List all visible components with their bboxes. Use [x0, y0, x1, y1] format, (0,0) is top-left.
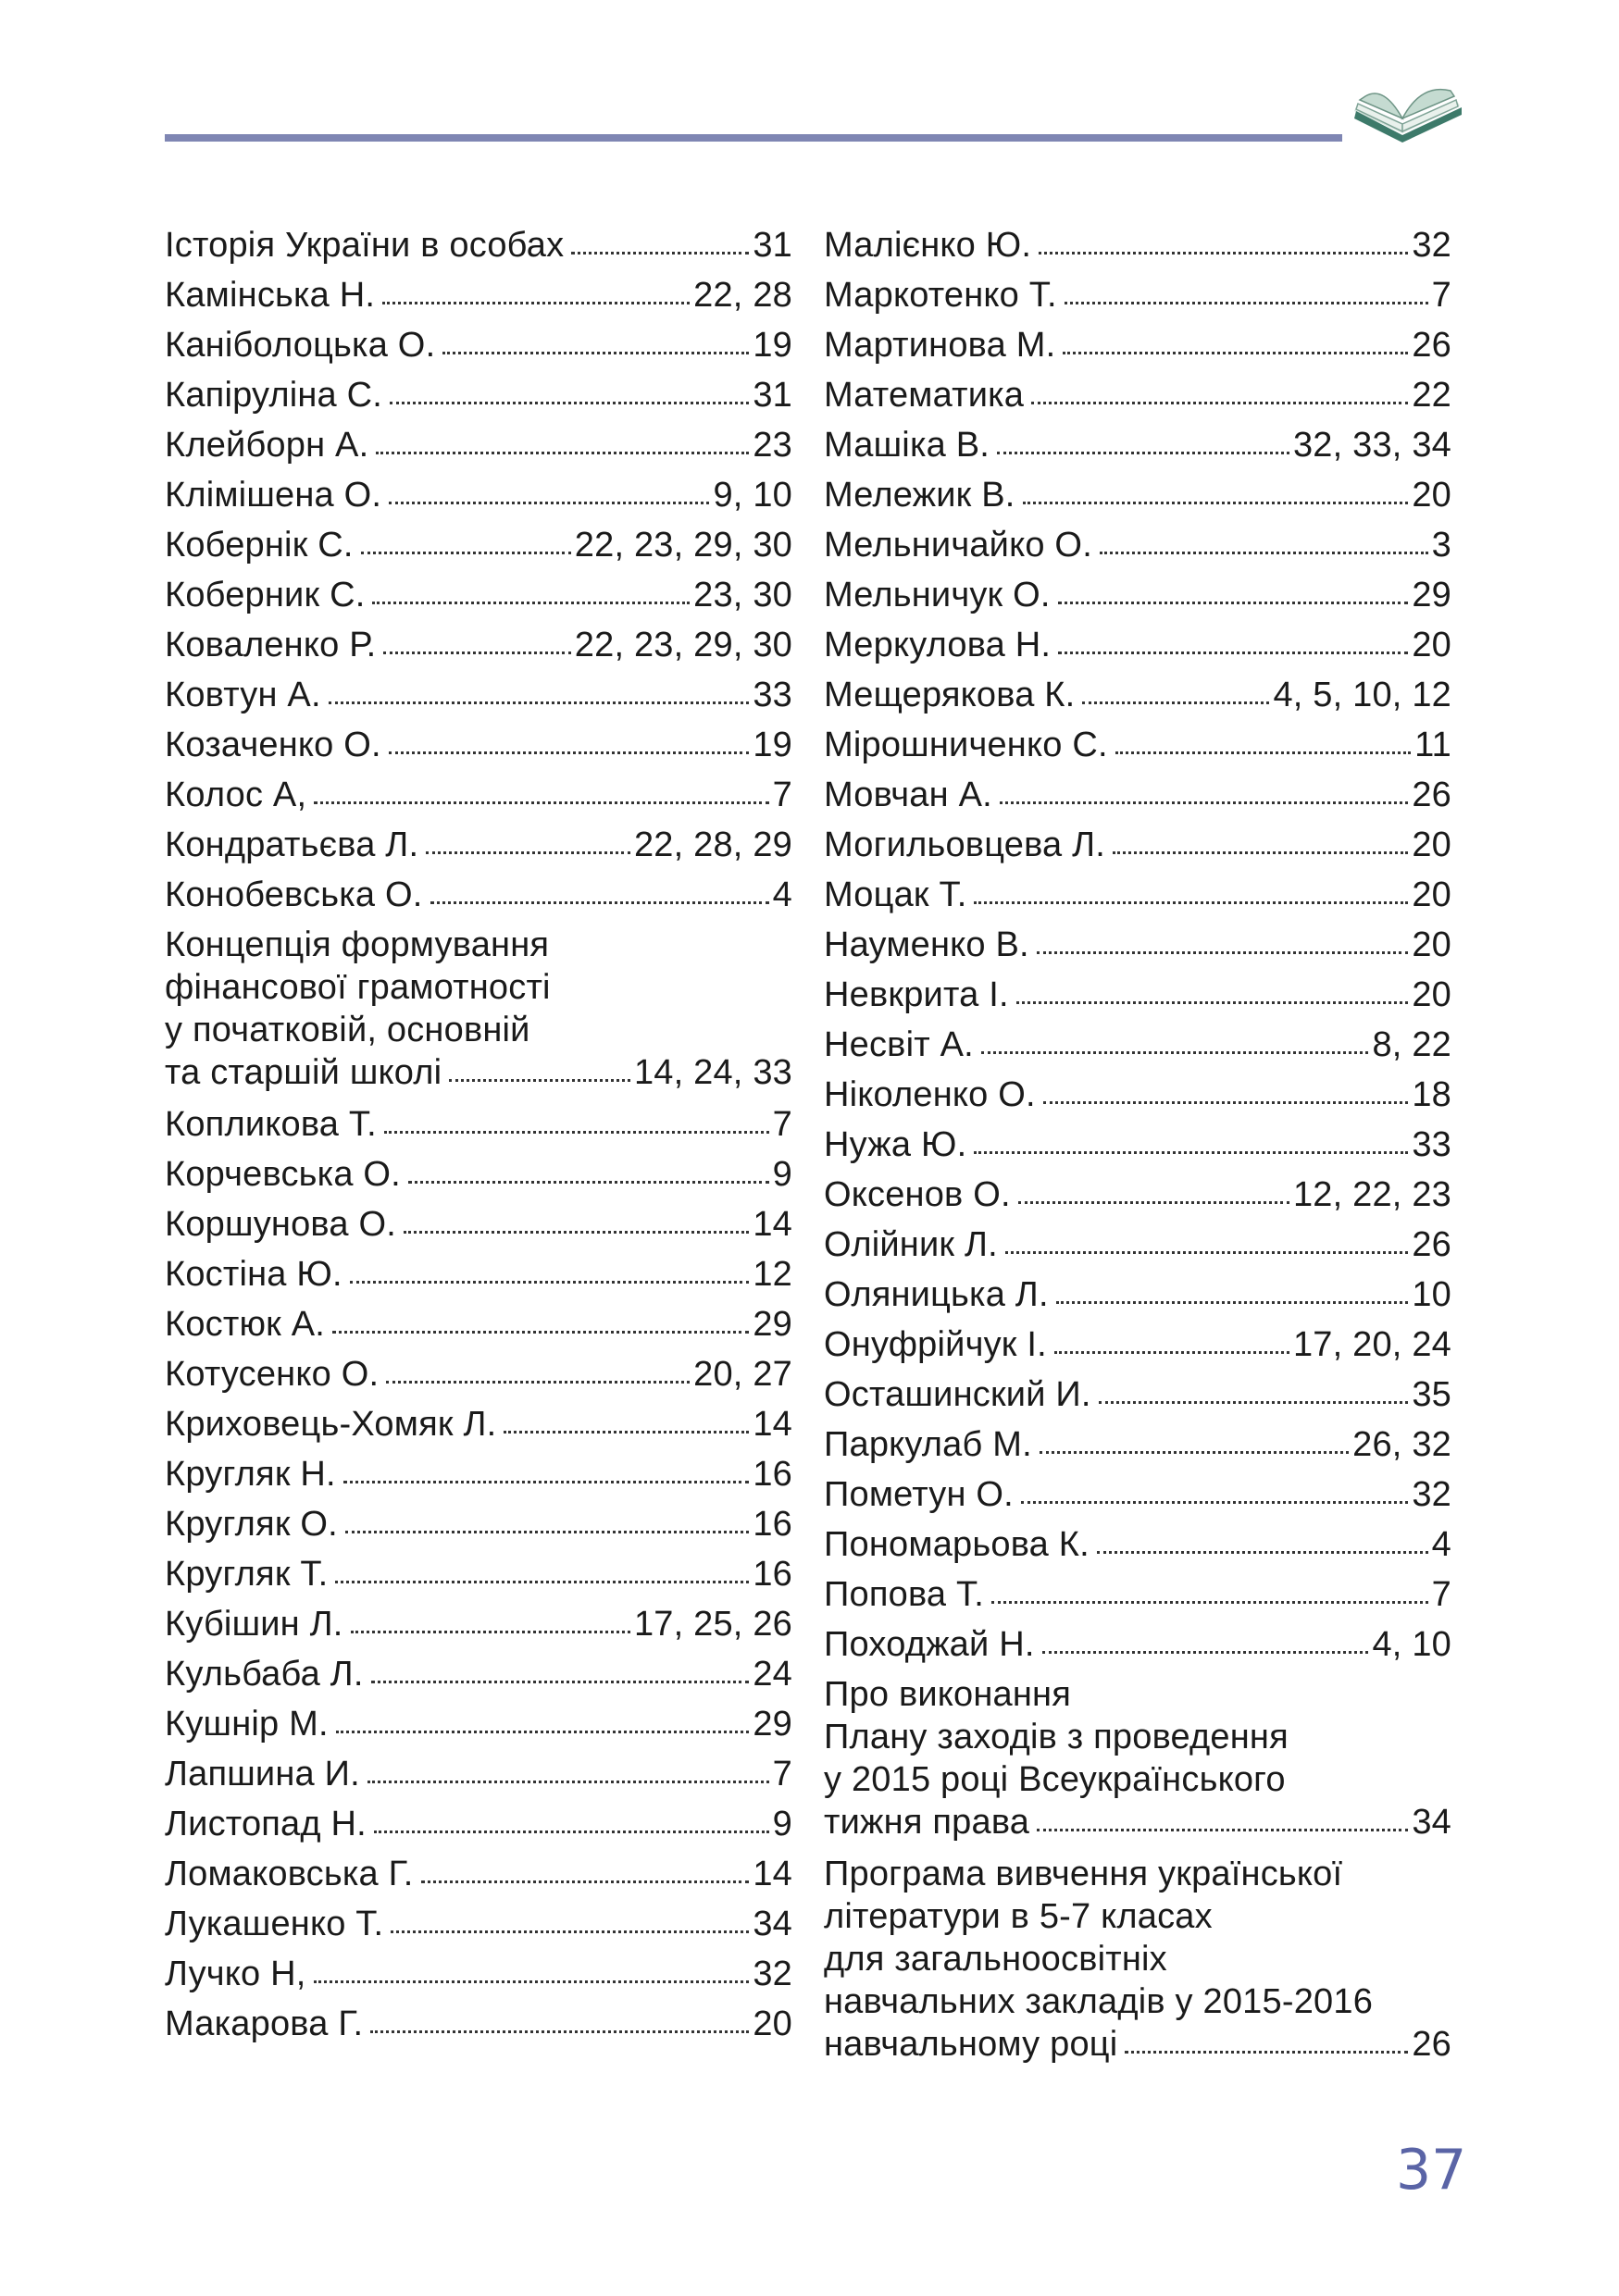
index-entry: [165, 1249, 792, 1299]
entry-title-line: Про виконання: [824, 1675, 1072, 1714]
dot-leader: [1100, 552, 1428, 554]
entry-pages: 29: [753, 1305, 792, 1344]
index-entry: [824, 670, 1451, 720]
page-number: 37: [1396, 2138, 1467, 2203]
index-entry: [824, 620, 1451, 670]
dot-leader: [390, 402, 749, 404]
index-entry: [165, 770, 792, 820]
dot-leader: [442, 352, 749, 354]
dot-leader: [981, 1051, 1369, 1054]
entry-name: Мартинова М.: [824, 326, 1056, 365]
entry-name: Мещерякова К.: [824, 676, 1076, 714]
index-entry: [165, 1649, 792, 1699]
entry-pages: 12, 22, 23: [1292, 1175, 1451, 1214]
entry-pages: 14: [753, 1405, 792, 1444]
entry-pages: 22, 28: [693, 276, 792, 315]
index-entry: [824, 1420, 1451, 1470]
index-entry: [165, 920, 792, 1099]
index-entry: [165, 1799, 792, 1849]
entry-pages: 7: [1431, 276, 1451, 315]
dot-leader: [571, 252, 749, 254]
index-entry: [824, 1320, 1451, 1370]
dot-leader: [1099, 1401, 1409, 1404]
entry-pages: 23: [753, 426, 792, 465]
entry-pages: 20: [1412, 825, 1451, 864]
entry-pages: 22: [1412, 376, 1451, 415]
entry-name: Пономарьова К.: [824, 1525, 1090, 1564]
entry-pages: 31: [753, 376, 792, 415]
dot-leader: [1037, 951, 1409, 954]
entry-name: Коваленко Р.: [165, 626, 377, 664]
index-entry: [824, 1669, 1451, 1849]
entry-pages: 34: [753, 1905, 792, 1943]
entry-pages: 20: [753, 2004, 792, 2043]
dot-leader: [408, 1181, 769, 1184]
dot-leader: [376, 452, 749, 454]
dot-leader: [1023, 502, 1409, 504]
dot-leader: [314, 1980, 750, 1983]
dot-leader: [374, 1831, 769, 1833]
entry-title-line: для загальноосвітніх: [824, 1940, 1167, 1979]
index-entry: [824, 1849, 1451, 2071]
entry-name: Паркулаб М.: [824, 1425, 1032, 1464]
entry-pages: 32: [753, 1955, 792, 1993]
dot-leader: [1056, 1301, 1409, 1304]
entry-name: Козаченко О.: [165, 726, 381, 764]
index-entry: [824, 320, 1451, 370]
entry-pages: 17, 20, 24: [1292, 1325, 1451, 1364]
entry-title-line: Програма вивчення української: [824, 1855, 1343, 1893]
dot-leader: [426, 851, 630, 854]
entry-name: Корчевська О.: [165, 1155, 401, 1194]
entry-pages: 3: [1431, 526, 1451, 565]
entry-pages: 19: [753, 726, 792, 764]
entry-name: Могильовцева Л.: [824, 825, 1106, 864]
entry-name: Мірошниченко С.: [824, 726, 1108, 764]
entry-name: Мовчан А.: [824, 776, 992, 814]
index-entry: [165, 620, 792, 670]
dot-leader: [345, 1531, 749, 1533]
index-entry: [165, 1699, 792, 1749]
index-entry: [165, 1149, 792, 1199]
entry-name: Меркулова Н.: [824, 626, 1052, 664]
entry-name: Математика: [824, 376, 1025, 415]
entry-name: Попова Т.: [824, 1575, 984, 1614]
dot-leader: [1016, 1001, 1409, 1004]
entry-name: Котусенко О.: [165, 1355, 380, 1394]
index-entry: [165, 1999, 792, 2049]
dot-leader: [974, 1151, 1408, 1154]
dot-leader: [1125, 2051, 1408, 2054]
header-rule: [165, 134, 1342, 142]
dot-leader: [1037, 1829, 1408, 1831]
entry-name: Історія України в особах: [165, 226, 565, 265]
entry-name: Кругляк Т.: [165, 1555, 329, 1594]
index-entry: [824, 1220, 1451, 1270]
dot-leader: [449, 1079, 630, 1082]
entry-name: Кушнір М.: [165, 1705, 329, 1744]
index-entry: [165, 1349, 792, 1399]
index-entry: [824, 770, 1451, 820]
entry-pages: 22, 23, 29, 30: [574, 626, 792, 664]
index-entry: [165, 320, 792, 370]
entry-pages: 26: [1412, 2025, 1451, 2064]
index-entry: [165, 370, 792, 420]
entry-name: Невкрита І.: [824, 975, 1009, 1014]
entry-name: Ніколенко О.: [824, 1075, 1036, 1114]
entry-pages: 17, 25, 26: [633, 1605, 792, 1644]
entry-name: Осташинский И.: [824, 1375, 1091, 1414]
entry-name: Кругляк Н.: [165, 1455, 336, 1494]
entry-pages: 32, 33, 34: [1292, 426, 1451, 465]
entry-name: Костюк А.: [165, 1305, 326, 1344]
index-entry: [165, 420, 792, 470]
entry-name: Капіруліна С.: [165, 376, 383, 415]
index-entry: [824, 570, 1451, 620]
entry-pages: 4: [772, 875, 792, 914]
dot-leader: [1113, 851, 1408, 854]
entry-pages: 29: [753, 1705, 792, 1744]
dot-leader: [430, 901, 769, 904]
dot-leader: [1005, 1251, 1408, 1254]
dot-leader: [383, 652, 570, 654]
index-entry: [824, 1020, 1451, 1070]
entry-name: Мележик В.: [824, 476, 1015, 515]
entry-pages: 23, 30: [693, 576, 792, 614]
index-entry: [824, 1370, 1451, 1420]
entry-name: Онуфрійчук І.: [824, 1325, 1047, 1364]
index-entry: [165, 1549, 792, 1599]
entry-name: Оляницька Л.: [824, 1275, 1049, 1314]
dot-leader: [1039, 252, 1408, 254]
index-entry: [824, 520, 1451, 570]
entry-name: та старшій школі: [165, 1053, 442, 1092]
index-entry: [165, 1399, 792, 1449]
entry-pages: 32: [1412, 226, 1451, 265]
dot-leader: [404, 1231, 749, 1234]
dot-leader: [371, 1681, 750, 1683]
dot-leader: [382, 302, 690, 304]
entry-name: Ломаковська Г.: [165, 1855, 414, 1893]
entry-title-line: у 2015 році Всеукраїнського: [824, 1760, 1286, 1799]
entry-name: Коршунова О.: [165, 1205, 396, 1244]
entry-pages: 4, 10: [1372, 1625, 1451, 1664]
dot-leader: [370, 2030, 749, 2033]
entry-pages: 14, 24, 33: [633, 1053, 792, 1092]
index-entry: [165, 1499, 792, 1549]
dot-leader: [504, 1431, 749, 1433]
entry-name: Маркотенко Т.: [824, 276, 1057, 315]
entry-name: Оксенов О.: [824, 1175, 1011, 1214]
index-entry: [824, 1270, 1451, 1320]
entry-name: Камінська Н.: [165, 276, 376, 315]
entry-pages: 11: [1414, 726, 1451, 764]
dot-leader: [1063, 352, 1408, 354]
entry-pages: 31: [753, 226, 792, 265]
entry-name: Листопад Н.: [165, 1805, 367, 1843]
entry-name: Копликова Т.: [165, 1105, 377, 1144]
index-column-left: [165, 220, 792, 2049]
index-entry: [824, 370, 1451, 420]
dot-leader: [389, 751, 750, 754]
entry-pages: 35: [1412, 1375, 1451, 1414]
entry-pages: 20, 27: [693, 1355, 792, 1394]
index-entry: [824, 270, 1451, 320]
index-entry: [824, 820, 1451, 870]
entry-name: Науменко В.: [824, 925, 1029, 964]
entry-name: Колос А,: [165, 776, 307, 814]
dot-leader: [351, 1631, 630, 1633]
index-entry: [824, 1120, 1451, 1170]
entry-name: Коберник С.: [165, 576, 366, 614]
dot-leader: [1018, 1201, 1289, 1204]
dot-leader: [335, 1581, 749, 1583]
dot-leader: [974, 901, 1408, 904]
entry-name: Конобевська О.: [165, 875, 423, 914]
entry-pages: 16: [753, 1455, 792, 1494]
index-entry: [165, 720, 792, 770]
entry-name: навчальному році: [824, 2025, 1118, 2064]
dot-leader: [1042, 1651, 1369, 1654]
open-book-icon: [1347, 76, 1467, 168]
index-entry: [165, 1299, 792, 1349]
entry-name: Мельничук О.: [824, 576, 1051, 614]
index-entry: [165, 670, 792, 720]
index-entry: [165, 270, 792, 320]
index-column-right: [824, 220, 1451, 2071]
dot-leader: [389, 502, 709, 504]
entry-name: Лучко Н,: [165, 1955, 306, 1993]
index-entry: [165, 1199, 792, 1249]
entry-pages: 16: [753, 1555, 792, 1594]
entry-pages: 14: [753, 1205, 792, 1244]
entry-name: Несвіт А.: [824, 1025, 974, 1064]
index-entry: [165, 820, 792, 870]
entry-name: Походжай Н.: [824, 1625, 1035, 1664]
entry-pages: 4, 5, 10, 12: [1273, 676, 1451, 714]
index-entry: [824, 1620, 1451, 1669]
dot-leader: [1043, 1101, 1409, 1104]
index-entry: [824, 470, 1451, 520]
entry-pages: 20: [1412, 476, 1451, 515]
dot-leader: [1082, 701, 1269, 704]
entry-name: Ковтун А.: [165, 676, 321, 714]
entry-title-line: Концепція формування: [165, 925, 550, 964]
dot-leader: [1065, 302, 1428, 304]
index-entry: [824, 1470, 1451, 1520]
dot-leader: [367, 1781, 769, 1783]
dot-leader: [384, 1131, 769, 1134]
dot-leader: [350, 1281, 750, 1284]
entry-pages: 26: [1412, 326, 1451, 365]
entry-name: Кульбаба Л.: [165, 1655, 364, 1694]
entry-pages: 20: [1412, 875, 1451, 914]
dot-leader: [391, 1930, 749, 1933]
index-entry: [824, 1520, 1451, 1570]
entry-pages: 16: [753, 1505, 792, 1544]
dot-leader: [386, 1381, 690, 1384]
dot-leader: [314, 801, 768, 804]
entry-name: Клімішена О.: [165, 476, 382, 515]
entry-pages: 7: [772, 1105, 792, 1144]
entry-pages: 29: [1412, 576, 1451, 614]
entry-pages: 7: [772, 1755, 792, 1793]
entry-name: Кобернік С.: [165, 526, 354, 565]
index-entry: [824, 1570, 1451, 1620]
dot-leader: [1097, 1551, 1428, 1554]
entry-pages: 18: [1412, 1075, 1451, 1114]
entry-pages: 20: [1412, 975, 1451, 1014]
index-entry: [165, 1099, 792, 1149]
entry-name: Пометун О.: [824, 1475, 1014, 1514]
entry-name: Каніболоцька О.: [165, 326, 436, 365]
entry-name: Малієнко Ю.: [824, 226, 1032, 265]
entry-pages: 20: [1412, 626, 1451, 664]
index-entry: [165, 1449, 792, 1499]
entry-pages: 8, 22: [1372, 1025, 1451, 1064]
index-entry: [165, 220, 792, 270]
dot-leader: [1031, 402, 1408, 404]
index-entry: [824, 220, 1451, 270]
entry-pages: 12: [753, 1255, 792, 1294]
entry-pages: 26: [1412, 776, 1451, 814]
entry-name: Клейборн А.: [165, 426, 369, 465]
entry-pages: 24: [753, 1655, 792, 1694]
entry-name: Костіна Ю.: [165, 1255, 342, 1294]
entry-pages: 10: [1412, 1275, 1451, 1314]
entry-pages: 9, 10: [713, 476, 792, 515]
entry-title-line: у початковій, основній: [165, 1011, 530, 1049]
index-entry: [165, 1949, 792, 1999]
dot-leader: [329, 701, 750, 704]
entry-title-line: фінансової грамотності: [165, 968, 551, 1007]
entry-pages: 22, 28, 29: [633, 825, 792, 864]
entry-pages: 33: [753, 676, 792, 714]
entry-title-line: Плану заходів з проведення: [824, 1718, 1289, 1756]
entry-name: Макарова Г.: [165, 2004, 364, 2043]
entry-pages: 4: [1431, 1525, 1451, 1564]
dot-leader: [1058, 652, 1408, 654]
entry-pages: 7: [772, 776, 792, 814]
index-entry: [165, 1749, 792, 1799]
dot-leader: [1058, 602, 1409, 604]
index-entry: [165, 1899, 792, 1949]
entry-name: Олійник Л.: [824, 1225, 998, 1264]
dot-leader: [997, 452, 1289, 454]
dot-leader: [991, 1601, 1428, 1604]
entry-pages: 26, 32: [1352, 1425, 1451, 1464]
entry-pages: 9: [772, 1805, 792, 1843]
entry-pages: 34: [1412, 1803, 1451, 1842]
index-entry: [824, 970, 1451, 1020]
entry-name: Кругляк О.: [165, 1505, 338, 1544]
index-entry: [824, 1170, 1451, 1220]
dot-leader: [1000, 801, 1408, 804]
entry-pages: 9: [772, 1155, 792, 1194]
dot-leader: [421, 1880, 750, 1883]
dot-leader: [361, 552, 571, 554]
dot-leader: [372, 602, 690, 604]
entry-pages: 14: [753, 1855, 792, 1893]
index-entry: [824, 870, 1451, 920]
entry-title-line: літератури в 5-7 класах: [824, 1897, 1213, 1936]
dot-leader: [332, 1331, 749, 1334]
entry-pages: 22, 23, 29, 30: [574, 526, 792, 565]
entry-name: Кондратьєва Л.: [165, 825, 419, 864]
index-entry: [165, 520, 792, 570]
index-entry: [165, 870, 792, 920]
entry-name: Криховець-Хомяк Л.: [165, 1405, 497, 1444]
entry-name: Машіка В.: [824, 426, 990, 465]
dot-leader: [336, 1731, 750, 1733]
entry-pages: 19: [753, 326, 792, 365]
index-entry: [824, 720, 1451, 770]
entry-pages: 7: [1431, 1575, 1451, 1614]
entry-name: Лукашенко Т.: [165, 1905, 384, 1943]
index-entry: [824, 1070, 1451, 1120]
entry-pages: 33: [1412, 1125, 1451, 1164]
dot-leader: [1115, 751, 1411, 754]
index-entry: [165, 1599, 792, 1649]
index-entry: [165, 1849, 792, 1899]
entry-pages: 32: [1412, 1475, 1451, 1514]
entry-title-line: навчальних закладів у 2015-2016: [824, 1982, 1374, 2021]
entry-pages: 26: [1412, 1225, 1451, 1264]
dot-leader: [1040, 1451, 1349, 1454]
entry-name: Кубішин Л.: [165, 1605, 343, 1644]
dot-leader: [343, 1481, 750, 1483]
index-entry: [165, 570, 792, 620]
dot-leader: [1054, 1351, 1289, 1354]
entry-name: Нужа Ю.: [824, 1125, 967, 1164]
dot-leader: [1021, 1501, 1408, 1504]
entry-name: Моцак Т.: [824, 875, 967, 914]
index-entry: [824, 920, 1451, 970]
entry-name: тижня права: [824, 1803, 1030, 1842]
entry-pages: 20: [1412, 925, 1451, 964]
entry-name: Лапшина И.: [165, 1755, 360, 1793]
entry-name: Мельничайко О.: [824, 526, 1092, 565]
index-entry: [165, 470, 792, 520]
index-entry: [824, 420, 1451, 470]
